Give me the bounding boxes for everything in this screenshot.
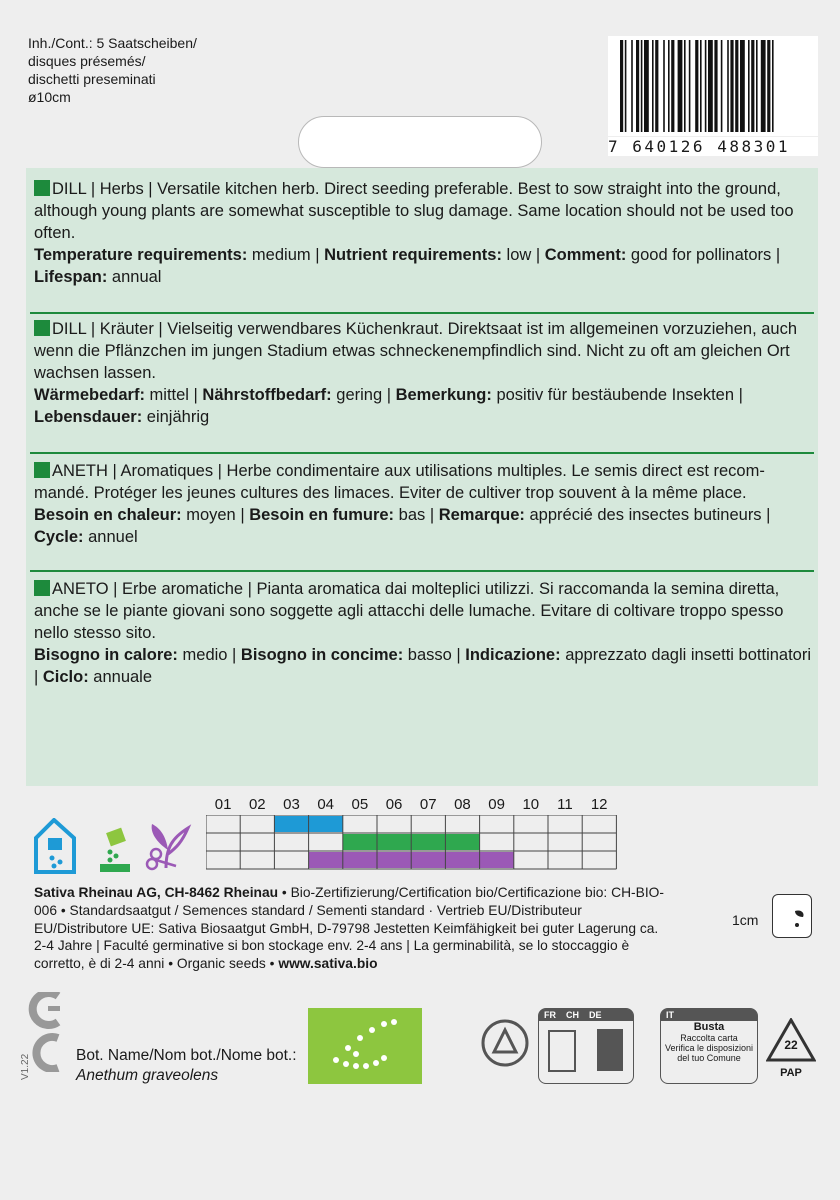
- attr-key: Comment:: [544, 246, 627, 264]
- attr-value: basso |: [403, 646, 466, 664]
- attr-value: bas |: [394, 506, 439, 524]
- month-label: 10: [522, 796, 540, 813]
- section-name: DILL: [52, 320, 87, 338]
- month-label: 09: [488, 796, 505, 813]
- it-text: Raccolta carta: [680, 1033, 738, 1043]
- attr-key: Lebensdauer:: [34, 408, 143, 426]
- company-text: • Bio-Zertifizierung/Certification bio/Certificazione bio: CH-BIO-006 • Standardsaatgut / Semences standard / Sementi standard · Vertrieb EU/Distributeur EU/Distributore UE: Sativa Biosaatgut GmbH, D-79798 Jestetten Keimfähigkeit bei guter Lagerung ca. 2-4 Jahre | Faculté germinative si bon stockage env. 2-4 ans | La germinabilità, se lo stoccaggio è corretto, è di 2-4 anni • Organic seeds •: [34, 885, 664, 972]
- attr-value: positiv für bestäubende Insekten |: [491, 386, 743, 404]
- version-label: V1.22: [20, 1053, 31, 1080]
- green-square-icon: [34, 580, 50, 596]
- attr-key: Wärmebedarf:: [34, 386, 145, 404]
- company-name: Sativa Rheinau AG, CH-8462 Rheinau: [34, 885, 279, 900]
- it-text: del tuo Comune: [677, 1053, 741, 1063]
- scale-label: 1cm: [732, 912, 759, 928]
- eu-leaf-stars: [308, 1008, 422, 1084]
- attr-key: Besoin en chaleur:: [34, 506, 182, 524]
- country-label: CH: [566, 1010, 579, 1020]
- barcode-bars: [608, 36, 818, 136]
- section-name: ANETO: [52, 580, 109, 598]
- attr-key: Besoin en fumure:: [249, 506, 395, 524]
- section-it: [34, 578, 814, 688]
- ce-mark-icon: [26, 992, 66, 1077]
- month-label: 03: [283, 796, 300, 813]
- section-desc: | Erbe aromatiche | Pianta aromatica dai molteplici utilizzi. Si raccomanda la semina diretta, anche se le piante giovani sono soggette agli attacchi delle lumache. Evitare di coltivare troppo spesso nello stesso sito.: [34, 580, 784, 642]
- it-text: Verifica le disposizioni: [664, 1043, 754, 1053]
- sowing-icon: [36, 820, 74, 872]
- calendar-icons: [32, 818, 192, 874]
- company-info: [34, 884, 664, 973]
- contents-line: ø10cm: [28, 89, 71, 105]
- section-divider: [30, 452, 814, 454]
- month-label: 07: [419, 796, 437, 813]
- seed-scale-icon: [772, 894, 812, 938]
- section-name: DILL: [52, 180, 87, 198]
- attr-key: Remarque:: [438, 506, 525, 524]
- month-label: 08: [454, 796, 471, 813]
- pap-label: PAP: [780, 1067, 802, 1079]
- sowing-calendar: [206, 796, 630, 880]
- month-label: 01: [214, 796, 232, 813]
- attr-value: mittel |: [144, 386, 203, 404]
- bin-icon: [539, 1021, 633, 1081]
- section-en: [34, 178, 814, 288]
- green-square-icon: [34, 320, 50, 336]
- botanical-label: Bot. Name/Nom bot./Nome bot.:: [76, 1047, 297, 1064]
- attr-value: gering |: [331, 386, 396, 404]
- calendar-months: [206, 796, 630, 813]
- attr-value: apprezzato dagli insetti bottinatori |: [34, 646, 812, 686]
- attr-key: Bisogno in calore:: [34, 646, 178, 664]
- attr-key: Bemerkung:: [395, 386, 492, 404]
- attr-key: Nährstoffbedarf:: [202, 386, 332, 404]
- botanical-value: Anethum graveolens: [76, 1067, 219, 1084]
- attr-key: Indicazione:: [465, 646, 561, 664]
- company-website: www.sativa.bio: [278, 956, 378, 972]
- month-label: 06: [385, 796, 403, 813]
- attr-key: Bisogno in concime:: [240, 646, 404, 664]
- recycling-box-frcdde: [538, 1008, 634, 1084]
- planting-icon: [100, 828, 130, 872]
- busta-label: Busta: [693, 1021, 725, 1033]
- it-label: IT: [661, 1009, 757, 1021]
- country-label: DE: [589, 1010, 602, 1020]
- section-name: ANETH: [52, 462, 108, 480]
- recycling-box-it: [660, 1008, 758, 1084]
- attr-value: apprécié des insectes butineurs |: [524, 506, 771, 524]
- section-fr: [34, 460, 814, 548]
- calendar-grid: [206, 815, 630, 875]
- attr-key: Temperature requirements:: [34, 246, 248, 264]
- month-label: 11: [557, 796, 573, 813]
- barcode-number: 7 640126 488301: [608, 137, 818, 156]
- section-divider: [30, 312, 814, 314]
- recycle-arrow-icon: [480, 1018, 530, 1073]
- month-label: 02: [248, 796, 266, 813]
- eu-organic-logo: [308, 1008, 422, 1084]
- calendar-icons-svg: [32, 818, 192, 874]
- contents-line: dischetti preseminati: [28, 71, 156, 87]
- green-square-icon: [34, 462, 50, 478]
- attr-value: good for pollinators |: [626, 246, 781, 264]
- hang-hole: [298, 116, 542, 168]
- package-contents: [28, 34, 197, 106]
- green-square-icon: [34, 180, 50, 196]
- attr-key: Nutrient requirements:: [324, 246, 502, 264]
- attr-key: Cycle:: [34, 528, 84, 546]
- attr-value: annual: [107, 268, 162, 286]
- harvest-icon: [147, 824, 188, 869]
- barcode: [608, 36, 818, 160]
- botanical-name: [76, 1046, 297, 1086]
- section-desc: | Herbs | Versatile kitchen herb. Direct seeding preferable. Best to sow straight into the ground, although young plants are somewhat susceptible to slug damage. Same location should not be used too often.: [34, 180, 794, 242]
- attr-value: annuale: [88, 668, 153, 686]
- country-label: FR: [544, 1010, 556, 1020]
- attr-value: low |: [501, 246, 545, 264]
- attr-key: Ciclo:: [42, 668, 89, 686]
- seed-icon: [773, 895, 811, 937]
- attr-key: Lifespan:: [34, 268, 108, 286]
- attr-value: einjährig: [142, 408, 210, 426]
- month-label: 12: [590, 796, 608, 813]
- attr-value: moyen |: [181, 506, 250, 524]
- section-de: [34, 318, 814, 428]
- section-divider: [30, 570, 814, 572]
- section-desc: | Aromatiques | Herbe condimentaire aux utilisations multiples. Le semis direct est recommandé. Protéger les jeunes cultures des limaces. Eviter de cultiver trop souvent à la même place.: [34, 462, 765, 502]
- month-label: 05: [351, 796, 369, 813]
- pap-recycling-mark: [766, 1018, 816, 1084]
- contents-line: disques présemés/: [28, 53, 146, 69]
- month-label: 04: [317, 796, 334, 813]
- attr-value: annuel: [83, 528, 138, 546]
- attr-value: medio |: [177, 646, 241, 664]
- attr-value: medium |: [247, 246, 325, 264]
- pap-number: 22: [784, 1038, 798, 1052]
- section-desc: | Kräuter | Vielseitig verwendbares Küchenkraut. Direktsaat ist im allgemeinen vorzuziehen, auch wenn die Pflänzchen im jungen Stadium etwas schneckenempfindlich sind. Nicht zu oft am gleichen Ort wachsen lassen.: [34, 320, 798, 382]
- contents-line: Inh./Cont.: 5 Saatscheiben/: [28, 35, 197, 51]
